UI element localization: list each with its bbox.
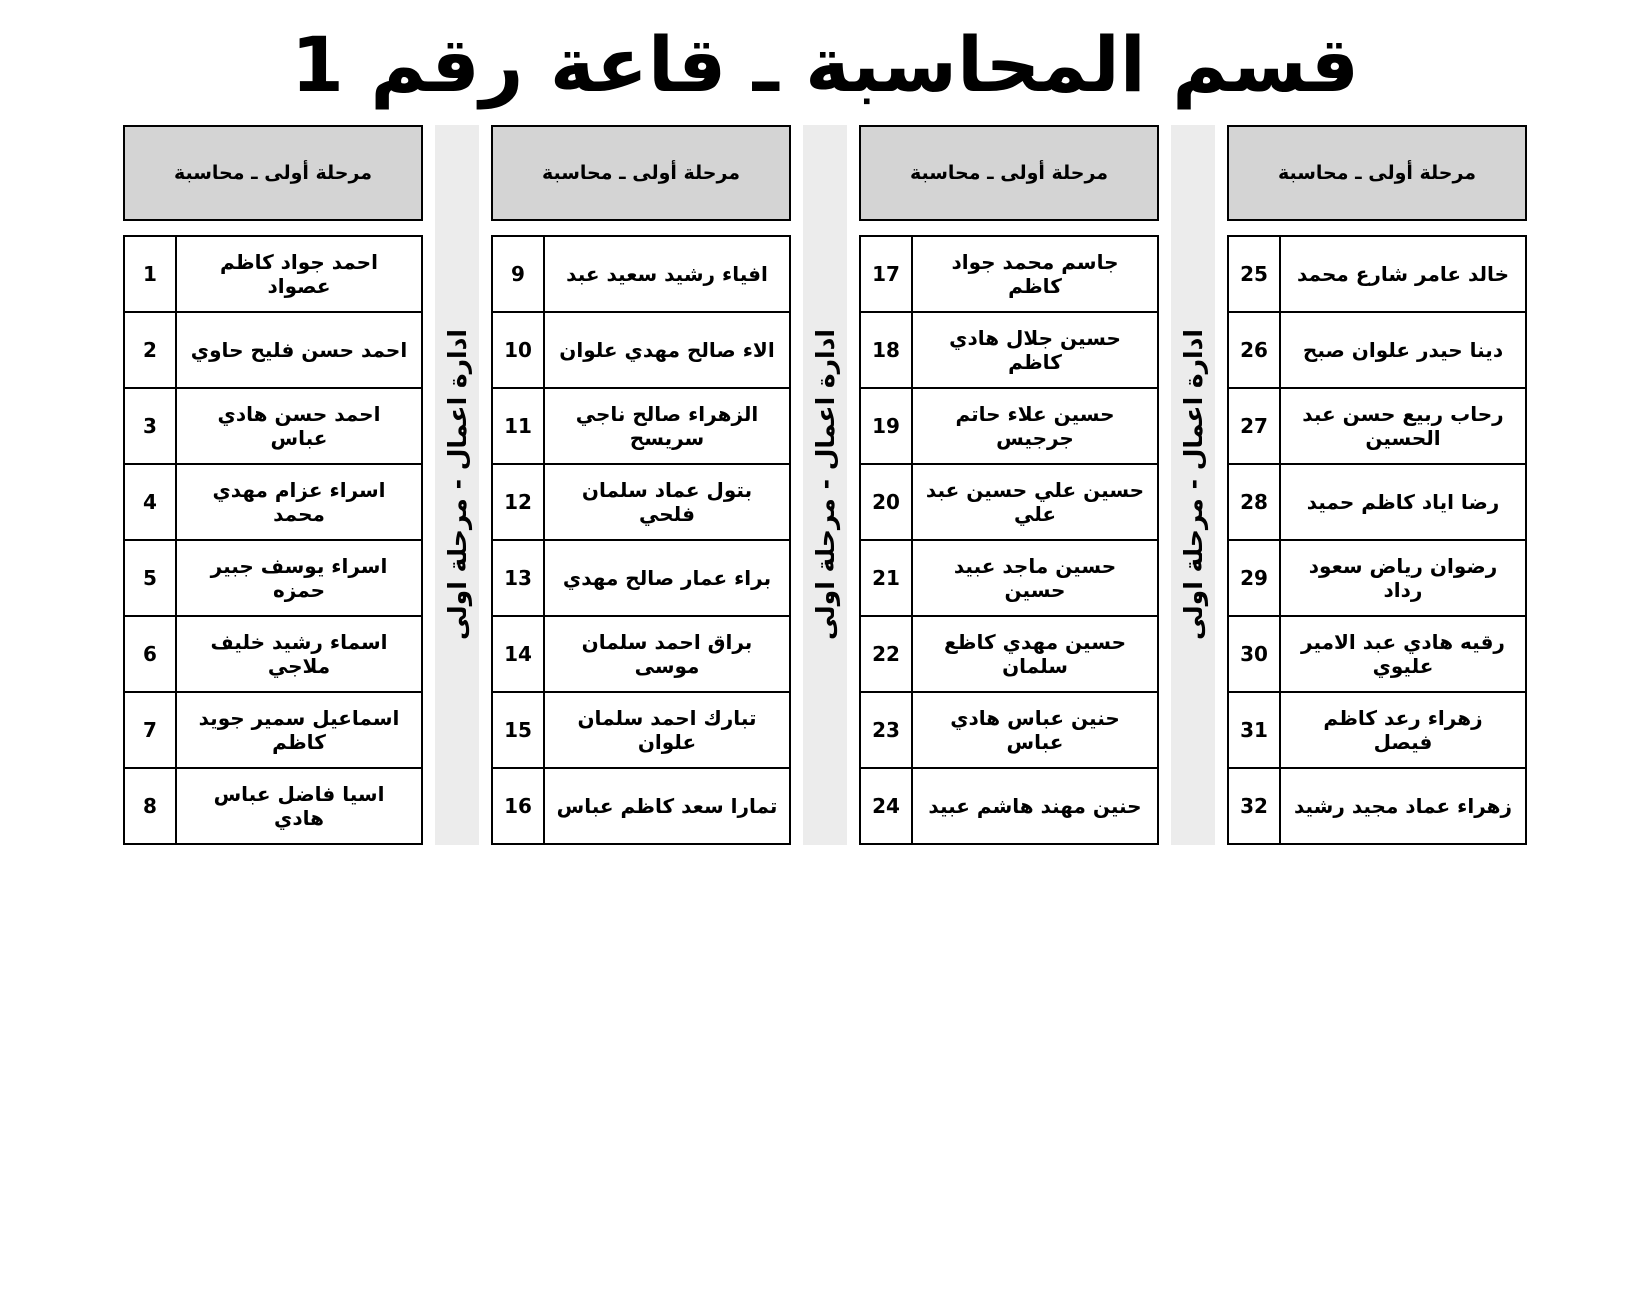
table-row <box>124 692 422 768</box>
table-row <box>124 464 422 540</box>
student-number: 32 <box>1228 768 1280 844</box>
roster-table-3 <box>859 235 1159 845</box>
student-number: 1 <box>124 236 176 312</box>
student-number: 8 <box>124 768 176 844</box>
page-title: قسم المحاسبة ـ قاعة رقم 1 <box>291 20 1359 109</box>
student-name: احمد جواد كاظم عصواد <box>176 236 422 312</box>
student-number: 20 <box>860 464 912 540</box>
student-name: براء عمار صالح مهدي <box>544 540 790 616</box>
student-name: الزهراء صالح ناجي سريسح <box>544 388 790 464</box>
student-name: اسراء يوسف جبير حمزه <box>176 540 422 616</box>
side-label-3 <box>1171 125 1215 845</box>
table-row <box>1228 540 1526 616</box>
student-name: اسيا فاضل عباس هادي <box>176 768 422 844</box>
table-row <box>492 388 790 464</box>
student-number: 4 <box>124 464 176 540</box>
page-root <box>0 14 1650 1289</box>
roster-table-1 <box>123 235 423 845</box>
table-row <box>124 312 422 388</box>
table-row <box>492 692 790 768</box>
table-row <box>492 312 790 388</box>
table-row <box>492 540 790 616</box>
side-label-1 <box>435 125 479 845</box>
roster-board <box>0 125 1650 845</box>
table-row <box>860 540 1158 616</box>
column-header-3: مرحلة أولى ـ محاسبة <box>859 125 1159 221</box>
student-number: 10 <box>492 312 544 388</box>
column-header-4: مرحلة أولى ـ محاسبة <box>1227 125 1527 221</box>
student-name: اسماعيل سمير جويد كاظم <box>176 692 422 768</box>
student-name: رقيه هادي عبد الامير عليوي <box>1280 616 1526 692</box>
student-number: 5 <box>124 540 176 616</box>
table-row <box>860 768 1158 844</box>
table-row <box>492 768 790 844</box>
table-row <box>492 616 790 692</box>
student-number: 9 <box>492 236 544 312</box>
table-row <box>124 236 422 312</box>
student-name: تمارا سعد كاظم عباس <box>544 768 790 844</box>
student-name: الاء صالح مهدي علوان <box>544 312 790 388</box>
student-number: 16 <box>492 768 544 844</box>
table-row <box>860 312 1158 388</box>
table-row <box>860 388 1158 464</box>
roster-column-2 <box>491 125 791 845</box>
student-name: حنين عباس هادي عباس <box>912 692 1158 768</box>
student-name: افياء رشيد سعيد عبد <box>544 236 790 312</box>
roster-column-4 <box>1227 125 1527 845</box>
student-name: زهراء عماد مجيد رشيد <box>1280 768 1526 844</box>
roster-table-4 <box>1227 235 1527 845</box>
student-name: حسين علي حسين عبد علي <box>912 464 1158 540</box>
student-number: 6 <box>124 616 176 692</box>
side-label-text: ادارة اعمال - مرحلة اولى <box>810 329 840 641</box>
student-name: اسماء رشيد خليف ملاجي <box>176 616 422 692</box>
student-name: حسين ماجد عبيد حسين <box>912 540 1158 616</box>
table-row <box>124 768 422 844</box>
table-row <box>1228 388 1526 464</box>
student-number: 15 <box>492 692 544 768</box>
student-number: 25 <box>1228 236 1280 312</box>
table-row <box>860 236 1158 312</box>
student-number: 2 <box>124 312 176 388</box>
student-number: 18 <box>860 312 912 388</box>
student-number: 12 <box>492 464 544 540</box>
student-number: 21 <box>860 540 912 616</box>
table-row <box>1228 768 1526 844</box>
student-number: 22 <box>860 616 912 692</box>
student-number: 11 <box>492 388 544 464</box>
column-header-2: مرحلة أولى ـ محاسبة <box>491 125 791 221</box>
student-number: 27 <box>1228 388 1280 464</box>
table-row <box>860 616 1158 692</box>
student-name: احمد حسن فليح حاوي <box>176 312 422 388</box>
student-number: 28 <box>1228 464 1280 540</box>
column-header-1: مرحلة أولى ـ محاسبة <box>123 125 423 221</box>
student-name: جاسم محمد جواد كاظم <box>912 236 1158 312</box>
student-number: 7 <box>124 692 176 768</box>
table-row <box>1228 312 1526 388</box>
student-number: 19 <box>860 388 912 464</box>
student-name: تبارك احمد سلمان علوان <box>544 692 790 768</box>
student-number: 31 <box>1228 692 1280 768</box>
roster-column-3 <box>859 125 1159 845</box>
roster-table-2 <box>491 235 791 845</box>
student-name: رضوان رياض سعود رداد <box>1280 540 1526 616</box>
table-row <box>1228 236 1526 312</box>
student-name: اسراء عزام مهدي محمد <box>176 464 422 540</box>
table-row <box>124 388 422 464</box>
student-number: 14 <box>492 616 544 692</box>
table-row <box>492 464 790 540</box>
table-row <box>124 616 422 692</box>
student-name: بتول عماد سلمان فلحي <box>544 464 790 540</box>
table-row <box>124 540 422 616</box>
side-label-text: ادارة اعمال - مرحلة اولى <box>442 329 472 641</box>
student-name: رحاب ربيع حسن عبد الحسين <box>1280 388 1526 464</box>
student-name: رضا اياد كاظم حميد <box>1280 464 1526 540</box>
student-name: براق احمد سلمان موسى <box>544 616 790 692</box>
student-number: 23 <box>860 692 912 768</box>
table-row <box>1228 692 1526 768</box>
student-name: حنين مهند هاشم عبيد <box>912 768 1158 844</box>
student-name: دينا حيدر علوان صبح <box>1280 312 1526 388</box>
student-number: 13 <box>492 540 544 616</box>
table-row <box>1228 464 1526 540</box>
student-name: حسين جلال هادي كاظم <box>912 312 1158 388</box>
student-name: حسين مهدي كاظع سلمان <box>912 616 1158 692</box>
student-name: حسين علاء حاتم جرجيس <box>912 388 1158 464</box>
table-row <box>860 692 1158 768</box>
student-number: 24 <box>860 768 912 844</box>
side-label-2 <box>803 125 847 845</box>
student-number: 30 <box>1228 616 1280 692</box>
table-row <box>860 464 1158 540</box>
student-number: 3 <box>124 388 176 464</box>
student-name: احمد حسن هادي عباس <box>176 388 422 464</box>
roster-column-1 <box>123 125 423 845</box>
student-name: خالد عامر شارع محمد <box>1280 236 1526 312</box>
student-number: 29 <box>1228 540 1280 616</box>
student-number: 26 <box>1228 312 1280 388</box>
student-name: زهراء رعد كاظم فيصل <box>1280 692 1526 768</box>
side-label-text: ادارة اعمال - مرحلة اولى <box>1178 329 1208 641</box>
student-number: 17 <box>860 236 912 312</box>
table-row <box>492 236 790 312</box>
table-row <box>1228 616 1526 692</box>
